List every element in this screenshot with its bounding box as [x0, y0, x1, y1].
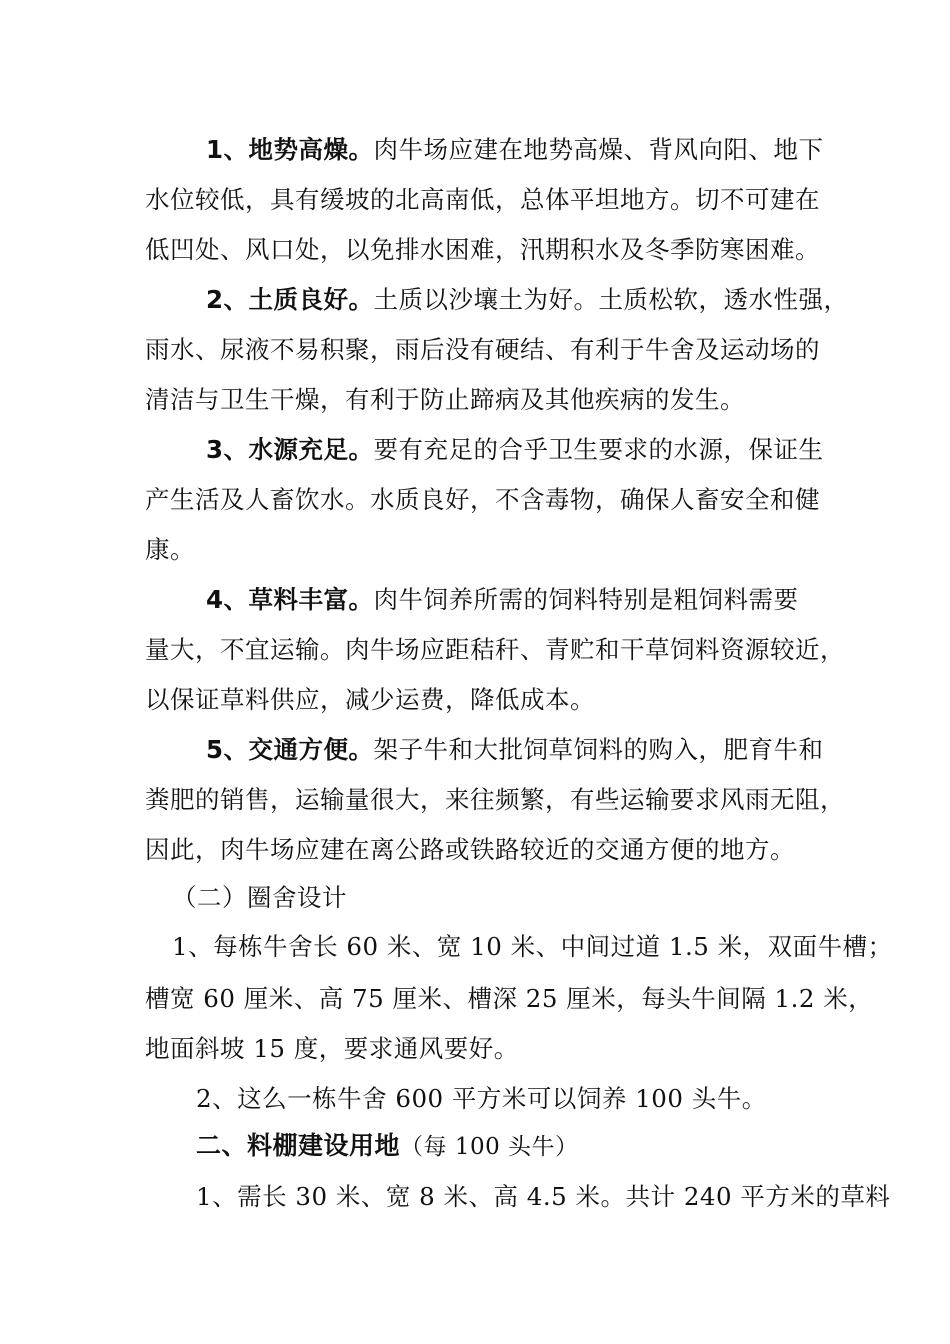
item-4-lead: 4、草料丰富。	[206, 585, 374, 614]
item-3-line-2: 产生活及人畜饮水。水质良好，不含毒物，确保人畜安全和健	[145, 485, 820, 514]
item-1-line-1	[206, 133, 824, 167]
section-2-line-1: 1、需长 30 米、宽 8 米、高 4.5 米。共计 240 平方米的草料	[196, 1182, 891, 1211]
item-2-line-3: 清洁与卫生干燥，有利于防止蹄病及其他疾病的发生。	[145, 385, 745, 414]
item-3-line-1	[206, 433, 824, 467]
section-2-heading	[196, 1129, 816, 1164]
subsection-para1-line-3: 地面斜坡 15 度，要求通风要好。	[145, 1034, 519, 1063]
item-3-text-1: 要有充足的合乎卫生要求的水源，保证生	[373, 435, 824, 464]
subsection-para1-line-1: 1、每栋牛舍长 60 米、宽 10 米、中间过道 1.5 米，双面牛槽；	[172, 932, 893, 961]
item-4-line-3: 以保证草料供应，减少运费，降低成本。	[145, 685, 595, 714]
item-2-line-2: 雨水、尿液不易积聚，雨后没有硬结、有利于牛舍及运动场的	[145, 335, 820, 364]
item-5-text-1: 架子牛和大批饲草饲料的购入，肥育牛和	[373, 735, 824, 764]
item-5-line-2: 粪肥的销售，运输量很大，来往频繁，有些运输要求风雨无阻，	[145, 785, 845, 814]
subsection-heading: （二）圈舍设计	[172, 883, 347, 912]
item-5-lead: 5、交通方便。	[206, 735, 374, 764]
subsection-para2: 2、这么一栋牛舍 600 平方米可以饲养 100 头牛。	[196, 1084, 767, 1113]
item-5-line-3: 因此，肉牛场应建在离公路或铁路较近的交通方便的地方。	[145, 835, 795, 864]
item-3-lead: 3、水源充足。	[206, 435, 374, 464]
item-3-line-3: 康。	[145, 535, 195, 564]
subsection-para1-line-2: 槽宽 60 厘米、高 75 厘米、槽深 25 厘米，每头牛间隔 1.2 米，	[145, 984, 874, 1013]
section-2-title: 二、料棚建设用地	[196, 1131, 401, 1160]
item-2-lead: 2、土质良好。	[206, 285, 374, 314]
item-1-lead: 1、地势高燥。	[206, 135, 374, 164]
item-2-text-1: 土质以沙壤土为好。土质松软，透水性强，	[373, 285, 849, 314]
section-2-subtitle: （每 100 头牛）	[400, 1134, 579, 1160]
item-5-line-1	[206, 733, 824, 767]
item-4-text-1: 肉牛饲养所需的饲料特别是粗饲料需要	[373, 585, 799, 614]
item-4-line-2: 量大，不宜运输。肉牛场应距秸秆、青贮和干草饲料资源较近，	[145, 635, 845, 664]
item-1-line-3: 低凹处、风口处，以免排水困难，汛期积水及冬季防寒困难。	[145, 235, 820, 264]
item-1-line-2: 水位较低，具有缓坡的北高南低，总体平坦地方。切不可建在	[145, 185, 820, 214]
item-2-line-1	[206, 283, 849, 317]
item-4-line-1	[206, 583, 816, 617]
item-1-text-1: 肉牛场应建在地势高燥、背风向阳、地下	[373, 135, 824, 164]
